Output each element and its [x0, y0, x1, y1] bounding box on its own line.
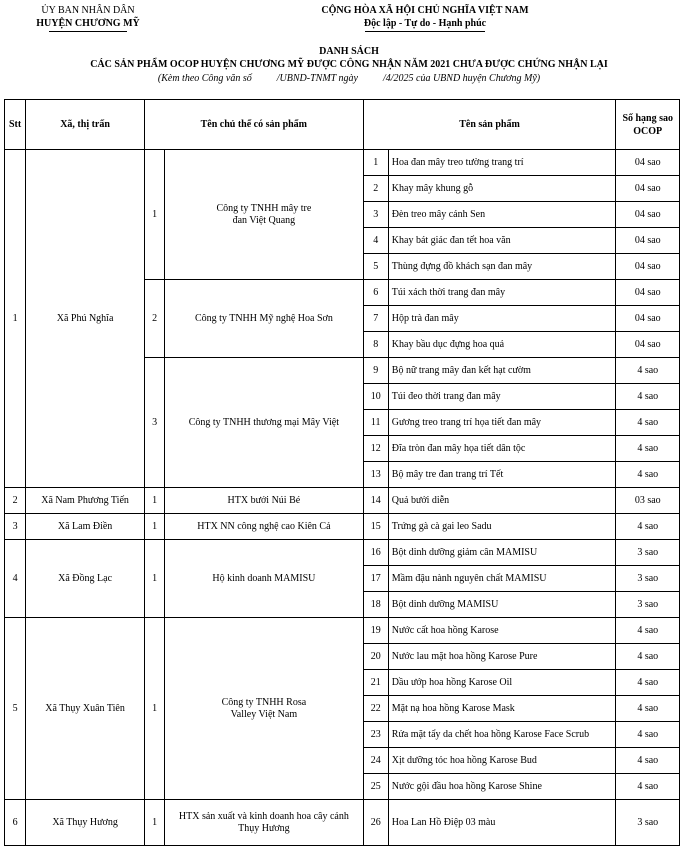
document-title [0, 45, 698, 71]
owner-name: Công ty TNHH Mỹ nghệ Hoa Sơn [165, 280, 363, 358]
product-no: 21 [363, 670, 388, 696]
product-name: Dầu ướp hoa hồng Karose Oil [388, 670, 616, 696]
product-no: 18 [363, 592, 388, 618]
product-rank: 3 sao [616, 566, 680, 592]
product-no: 3 [363, 202, 388, 228]
table-row [5, 540, 680, 566]
product-no: 6 [363, 280, 388, 306]
commune-name: Xã Lam Điền [26, 514, 145, 540]
commune-name: Xã Đồng Lạc [26, 540, 145, 618]
product-name: Rửa mặt tẩy da chết hoa hồng Karose Face Scrub [388, 722, 616, 748]
product-no: 15 [363, 514, 388, 540]
product-rank: 3 sao [616, 592, 680, 618]
col-header-owner: Tên chủ thể có sản phẩm [145, 100, 364, 150]
product-rank: 4 sao [616, 358, 680, 384]
product-rank: 04 sao [616, 202, 680, 228]
product-no: 24 [363, 748, 388, 774]
product-name: Quả bưởi diễn [388, 488, 616, 514]
issuer-underline [49, 31, 127, 32]
commune-stt: 5 [5, 618, 26, 800]
table-row [5, 150, 680, 176]
product-name: Đĩa tròn đan mây họa tiết dân tộc [388, 436, 616, 462]
product-rank: 4 sao [616, 410, 680, 436]
table-row [5, 800, 680, 846]
owner-no: 1 [145, 488, 165, 514]
issuer-header [18, 4, 158, 32]
commune-name: Xã Phú Nghĩa [26, 150, 145, 488]
national-title: CỘNG HÒA XÃ HỘI CHỦ NGHĨA VIỆT NAM [321, 5, 529, 16]
product-rank: 04 sao [616, 280, 680, 306]
product-name: Thùng đựng đồ khách sạn đan mây [388, 254, 616, 280]
product-rank: 3 sao [616, 800, 680, 846]
owner-name: Hộ kinh doanh MAMISU [165, 540, 363, 618]
product-name: Hoa Lan Hồ Điệp 03 màu [388, 800, 616, 846]
product-name: Khay mây khung gỗ [388, 176, 616, 202]
national-header [300, 4, 550, 32]
product-name: Đèn treo mây cánh Sen [388, 202, 616, 228]
product-rank: 04 sao [616, 306, 680, 332]
product-rank: 04 sao [616, 150, 680, 176]
issuer-line-2: HUYỆN CHƯƠNG MỸ [36, 18, 140, 29]
product-no: 2 [363, 176, 388, 202]
owner-name: HTX bưởi Núi Bé [165, 488, 363, 514]
product-name: Mầm đậu nành nguyên chất MAMISU [388, 566, 616, 592]
commune-name: Xã Nam Phương Tiến [26, 488, 145, 514]
product-name: Bộ nữ trang mây đan kết hạt cườm [388, 358, 616, 384]
product-name: Nước lau mặt hoa hồng Karose Pure [388, 644, 616, 670]
product-rank: 03 sao [616, 488, 680, 514]
product-name: Nước gội đầu hoa hồng Karose Shine [388, 774, 616, 800]
product-no: 25 [363, 774, 388, 800]
product-rank: 4 sao [616, 644, 680, 670]
table-row [5, 618, 680, 644]
product-rank: 4 sao [616, 514, 680, 540]
product-rank: 3 sao [616, 540, 680, 566]
product-no: 10 [363, 384, 388, 410]
product-name: Hộp trà đan mây [388, 306, 616, 332]
product-rank: 4 sao [616, 722, 680, 748]
product-no: 5 [363, 254, 388, 280]
product-no: 1 [363, 150, 388, 176]
motto-underline [365, 31, 485, 32]
owner-name: Công ty TNHH mây tre đan Việt Quang [165, 150, 363, 280]
owner-no: 1 [145, 800, 165, 846]
owner-name: HTX NN công nghệ cao Kiên Cả [165, 514, 363, 540]
product-rank: 4 sao [616, 618, 680, 644]
commune-stt: 1 [5, 150, 26, 488]
product-rank: 4 sao [616, 384, 680, 410]
owner-name: HTX sản xuất và kinh doanh hoa cây cảnh Thụy Hương [165, 800, 363, 846]
national-motto: Độc lập - Tự do - Hạnh phúc [363, 18, 487, 29]
product-name: Xịt dưỡng tóc hoa hồng Karose Bud [388, 748, 616, 774]
product-rank: 4 sao [616, 696, 680, 722]
owner-name: Công ty TNHH Rosa Valley Việt Nam [165, 618, 363, 800]
table-row [5, 514, 680, 540]
product-no: 11 [363, 410, 388, 436]
col-header-product: Tên sản phẩm [363, 100, 616, 150]
product-name: Nước cất hoa hồng Karose [388, 618, 616, 644]
product-rank: 04 sao [616, 332, 680, 358]
product-no: 23 [363, 722, 388, 748]
commune-stt: 4 [5, 540, 26, 618]
col-header-rank: Số hạng sao OCOP [616, 100, 680, 150]
product-rank: 4 sao [616, 462, 680, 488]
product-name: Trứng gà cà gai leo Sadu [388, 514, 616, 540]
owner-no: 1 [145, 618, 165, 800]
product-no: 26 [363, 800, 388, 846]
product-name: Khay bầu dục đựng hoa quả [388, 332, 616, 358]
product-rank: 4 sao [616, 774, 680, 800]
product-name: Bột dinh dưỡng MAMISU [388, 592, 616, 618]
product-name: Hoa đan mây treo tường trang trí [388, 150, 616, 176]
product-name: Bộ mây tre đan trang trí Tết [388, 462, 616, 488]
product-rank: 4 sao [616, 670, 680, 696]
owner-no: 3 [145, 358, 165, 488]
owner-name: Công ty TNHH thương mại Mây Việt [165, 358, 363, 488]
product-name: Gương treo trang trí họa tiết đan mây [388, 410, 616, 436]
owner-no: 1 [145, 150, 165, 280]
product-no: 12 [363, 436, 388, 462]
product-no: 7 [363, 306, 388, 332]
product-no: 20 [363, 644, 388, 670]
product-rank: 04 sao [616, 228, 680, 254]
col-header-commune: Xã, thị trấn [26, 100, 145, 150]
product-no: 19 [363, 618, 388, 644]
product-rank: 04 sao [616, 254, 680, 280]
product-rank: 4 sao [616, 436, 680, 462]
product-name: Khay bát giác đan tết hoa văn [388, 228, 616, 254]
product-name: Túi xách thời trang đan mây [388, 280, 616, 306]
commune-stt: 2 [5, 488, 26, 514]
product-no: 16 [363, 540, 388, 566]
table-row [5, 488, 680, 514]
product-rank: 4 sao [616, 748, 680, 774]
product-no: 17 [363, 566, 388, 592]
document-subtitle: (Kèm theo Công văn số /UBND-TNMT ngày /4/2025 của UBND huyện Chương Mỹ) [157, 73, 541, 84]
issuer-line-1: ỦY BAN NHÂN DÂN [41, 5, 135, 16]
commune-name: Xã Thụy Xuân Tiên [26, 618, 145, 800]
commune-stt: 6 [5, 800, 26, 846]
owner-no: 1 [145, 540, 165, 618]
ocop-products-table [4, 99, 680, 846]
commune-name: Xã Thụy Hương [26, 800, 145, 846]
product-name: Mặt nạ hoa hồng Karose Mask [388, 696, 616, 722]
title-line-2: CÁC SẢN PHẨM OCOP HUYỆN CHƯƠNG MỸ ĐƯỢC CÔNG NHẬN NĂM 2021 CHƯA ĐƯỢC CHỨNG NHẬN LẠI [90, 59, 608, 70]
product-no: 9 [363, 358, 388, 384]
product-no: 8 [363, 332, 388, 358]
title-line-1: DANH SÁCH [319, 46, 379, 57]
owner-no: 1 [145, 514, 165, 540]
product-no: 13 [363, 462, 388, 488]
product-name: Bột dinh dưỡng giảm cân MAMISU [388, 540, 616, 566]
table-header-row [5, 100, 680, 150]
commune-stt: 3 [5, 514, 26, 540]
product-no: 14 [363, 488, 388, 514]
product-name: Túi đeo thời trang đan mây [388, 384, 616, 410]
product-no: 22 [363, 696, 388, 722]
product-no: 4 [363, 228, 388, 254]
product-rank: 04 sao [616, 176, 680, 202]
owner-no: 2 [145, 280, 165, 358]
col-header-stt: Stt [5, 100, 26, 150]
